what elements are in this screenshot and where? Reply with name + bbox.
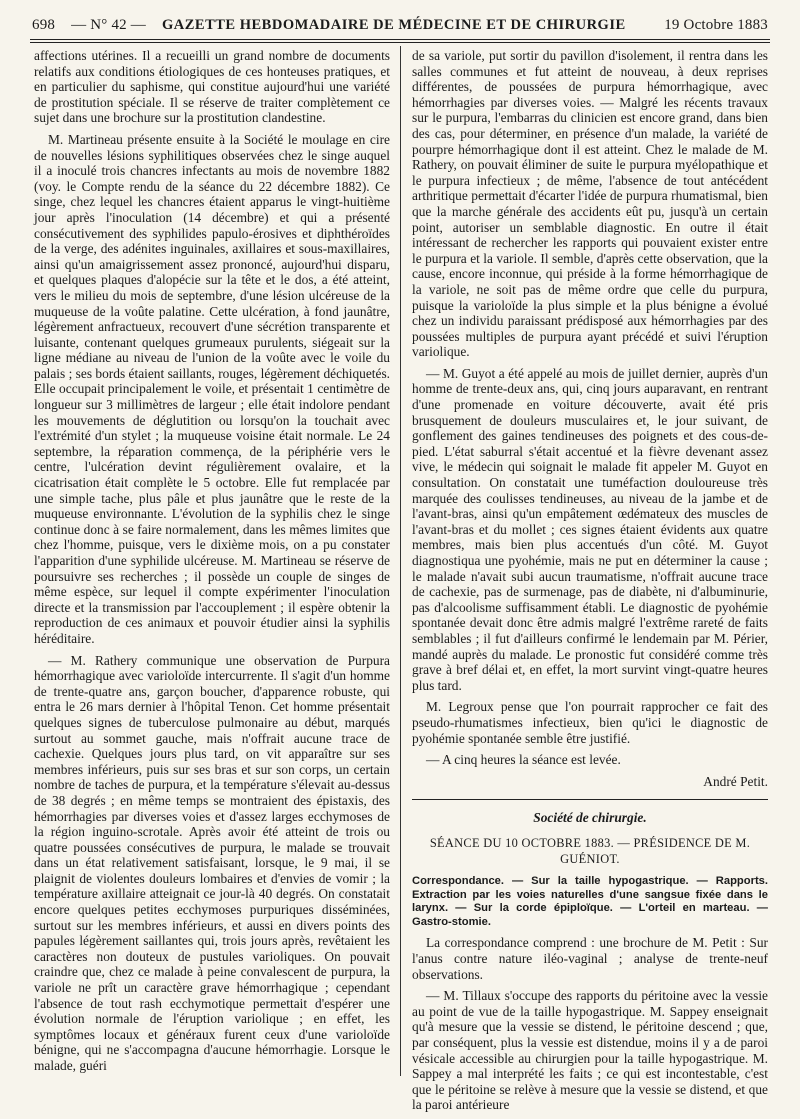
paragraph: — M. Rathery communique une observation de Purpura hémorrhagique avec varioloïde intercurrente. Il s'agit d'un homme de trente-quatre ans, garçon boucher, d'apparence robuste, qui entra le 26 mars dernier à l'hôpital Tenon. Cet homme présentait quelques signes de tuberculose pulmonaire au début, marqués surtout au sommet gauche, mais n'offrait aucune trace de cachexie. Quelques jours plus tard, on vit apparaître sur ses membres inférieurs, puis sur ses bras et sur son corps, un certain nombre de taches de purpura, et la température s'élevait au-dessus de 38 degrés ; en même temps se montraient des épistaxis, des hémorrhagies par diverses voies et d'assez larges ecchymoses de la région inguino-scrotale. Après avoir été atteint de trois ou quatre poussées consécutives de purpura, le malade se trouvait dans un état relativement satisfaisant, lorsque, le 9 mai, il se plaignit de violentes douleurs lombaires et d'envies de vomir ; la température axillaire atteignait ce jour-là 40 degrés. On constatait encore quelques petites ecchymoses purpuriques disséminées, surtout sur les membres inférieurs, et aussi en divers points des papules légèrement saillantes qui, trois jours après, revêtaient les caractères non douteux de pustules varioliques. On pouvait craindre que, chez ce malade à peine convalescent de purpura, la variole ne prît un caractère grave hémorrhagique ; cependant l'absence de tout rash ecchymotique permettait d'espérer une évolution normale de l'éruption variolique ; en effet, les symptômes locaux et généraux furent ceux d'une varioloïde bénigne, qui ne s'accompagna d'aucune hémorrhagie. Lorsque le malade, guéri xyxy=(34,652,390,1073)
paragraph: de sa variole, put sortir du pavillon d'isolement, il rentra dans les salles communes et fut atteint de nouveau, à deux reprises différentes, de poussées de purpura hémorrhagique, avec hémorrhagies par diverses voies. — Malgré les récents travaux sur le purpura, l'embarras du clinicien est encore grand, dans bien des cas, pour déterminer, en présence d'un malade, la variété de pourpre hémorrhagique dont il est atteint. Chez le malade de M. Rathery, on pouvait éliminer de suite le purpura myélopathique et le purpura infectieux ; de même, l'absence de tout antécédent arthritique permettait d'écarter l'idée de purpura rhumatismal, bien que la marche générale des accidents eût pu, jusqu'à un certain point, autoriser un semblable diagnostic. En outre il était intéressant de rechercher les rapports qui pouvaient exister entre le purpura et la variole. Il semble, d'après cette observation, que la cause, encore inconnue, qui préside à la forme hémorrhagique de la variole, ne soit pas de même ordre que celle du purpura, puisque la varioloïde la plus simple et la plus bénigne a évolué chez un individu paraissant prédisposé aux hémorrhagies par des poussées multiples de purpura ayant précédé et suivi l'éruption variolique. xyxy=(412,48,768,360)
right-column xyxy=(412,48,768,1119)
journal-title: GAZETTE HEBDOMADAIRE DE MÉDECINE ET DE CHIRURGIE xyxy=(162,16,626,33)
column-divider xyxy=(400,46,401,1076)
header-rule xyxy=(30,39,770,40)
left-column xyxy=(34,48,390,1080)
author-signature: André Petit. xyxy=(703,773,768,789)
session-heading: SÉANCE DU 10 OCTOBRE 1883. — PRÉSIDENCE DE M. GUÉNIOT. xyxy=(429,835,751,866)
issue-number: — N° 42 — xyxy=(71,16,146,33)
issue-date: 19 Octobre 1883 xyxy=(664,16,768,33)
paragraph: affections utérines. Il a recueilli un grand nombre de documents relatifs aux conditions étiologiques de ces honteuses pratiques, et en particulier du saphisme, qui constitue aujourd'hui une variété de prostitution spéciale. Il se réserve de traiter complètement ce sujet dans une brochure sur la prostitution clandestine. xyxy=(34,48,390,126)
page-number: 698 xyxy=(32,16,56,33)
header-rule-double xyxy=(30,42,770,43)
paragraph: La correspondance comprend : une brochure de M. Petit : Sur l'anus contre nature iléo-vaginal ; analyse de trente-neuf observations. xyxy=(412,935,768,982)
session-summary: Correspondance. — Sur la taille hypogastrique. — Rapports. Extraction par les voies naturelles d'une sangsue fixée dans le larynx. — Sur la corde épiploïque. — L'orteil en marteau. — Gastro-stomie. xyxy=(412,875,768,928)
paragraph: — M. Tillaux s'occupe des rapports du péritoine avec la vessie au point de vue de la taille hypogastrique. M. Sappey enseignait qu'à mesure que la vessie se distend, le péritoine descend ; que, par conséquent, plus la vessie est distendue, moins il y a de paroi vésicale accessible au chirurgien pour la taille hypogastrique. M. Sappey a mal interprété les faits ; ce qui est incontestable, c'est que le péritoine se relève à mesure que la vessie se distend, et que la paroi antérieure xyxy=(412,988,768,1113)
section-separator xyxy=(412,799,768,800)
section-title: Société de chirurgie. xyxy=(533,810,647,826)
paragraph: M. Martineau présente ensuite à la Société le moulage en cire de nouvelles lésions syphilitiques observées chez le singe auquel il a inoculé trois chancres infectants au mois de novembre 1882 (voy. le Compte rendu de la séance du 22 décembre 1882). Ce singe, chez lequel les chancres étaient apparus le vingt-huitième jour après l'inoculation (14 décembre) et qui a présenté consécutivement des syphilides papulo-érosives et diphthéroïdes de la verge, des adénites inguinales, axillaires et sous-maxillaires, ainsi qu'un amaigrissement assez prononcé, aujourd'hui disparu, et quelques plaques d'alopécie sur la tête et le dos, a été atteint, vers le milieu du mois de septembre, d'une lésion ulcéreuse de la muqueuse de la voûte palatine. Cette ulcération, à fond jaunâtre, légèrement anfractueux, recouvert d'une sécrétion transparente et luisante, contenant quelques grumeaux purulents, siégeait sur la ligne médiane au niveau de l'union de la voûte avec le voile du palais ; ses bords étaient saillants, rouges, légèrement déchiquetés. Elle occupait principalement le voile, et présentait 1 centimètre de longueur sur 3 millimètres de largeur ; elle était indolore pendant les mouvements de déglutition ou lorsqu'on la touchait avec l'extrémité d'un stylet ; la muqueuse voisine était normale. Le 24 septembre, la réparation commença, de la périphérie vers le centre, l'ulcération devint régulièrement ovalaire, et la cicatrisation était complète le 5 octobre. Elle fut remplacée par une simple tache, plus pâle et plus jaunâtre que le reste de la muqueuse environnante. L'évolution de la syphilis chez le singe continue donc à se faire normalement, dans les mêmes limites que chez l'homme, puisque, vers le dixième mois, on a pu constater l'apparition d'une syphilide ulcéreuse. M. Martineau se réserve de poursuivre ses recherches ; il possède un couple de singes de même espèce, sur lequel il compte expérimenter l'inoculation directe et la transmission par l'accouplement ; il espère obtenir la reproduction de ces animaux et pouvoir étudier ainsi la syphilis héréditaire. xyxy=(34,131,390,646)
paragraph: M. Legroux pense que l'on pourrait rapprocher ce fait des pseudo-rhumatismes infectieux, bien qu'ici le diagnostic de pyohémie spontanée semble être justifié. xyxy=(412,699,768,746)
header-left xyxy=(32,17,626,34)
page-header xyxy=(32,14,768,36)
paragraph: — M. Guyot a été appelé au mois de juillet dernier, auprès d'un homme de trente-deux ans, qui, cinq jours auparavant, en rentrant d'une promenade en voiture découverte, avait été pris brusquement de douleurs musculaires et, le jour suivant, de gonflement des gaines tendineuses des poignets et des cous-de-pied. L'état saburral s'était accentué et la fièvre devenant assez vive, le médecin qui soignait le malade fit appeler M. Guyot en consultation. On constatait une tuméfaction douloureuse très marquée des coulisses tendineuses, au niveau de la jambe et de l'avant-bras, ainsi qu'un empâtement œdémateux des muscles de l'avant-bras et du mollet ; ces signes étaient évidents aux quatre membres, mais bien plus accentués d'un côté. M. Guyot diagnostiqua une pyohémie, mais ne put en déterminer la cause ; le malade n'avait subi aucun traumatisme, n'offrait aucune trace de cachexie, pas de surmenage, pas de diabète, ni d'albuminurie, pas d'alcoolisme suffisamment établi. Le diagnostic de pyohémie spontanée devait donc être admis malgré l'extrême rareté de faits semblables ; il fut d'ailleurs confirmé le lendemain par M. Périer, mandé auprès du malade. Le pronostic fut considéré comme très grave à bref délai et, en effet, la mort survint vingt-quatre heures plus tard. xyxy=(412,365,768,693)
paragraph: — A cinq heures la séance est levée. xyxy=(426,752,621,768)
